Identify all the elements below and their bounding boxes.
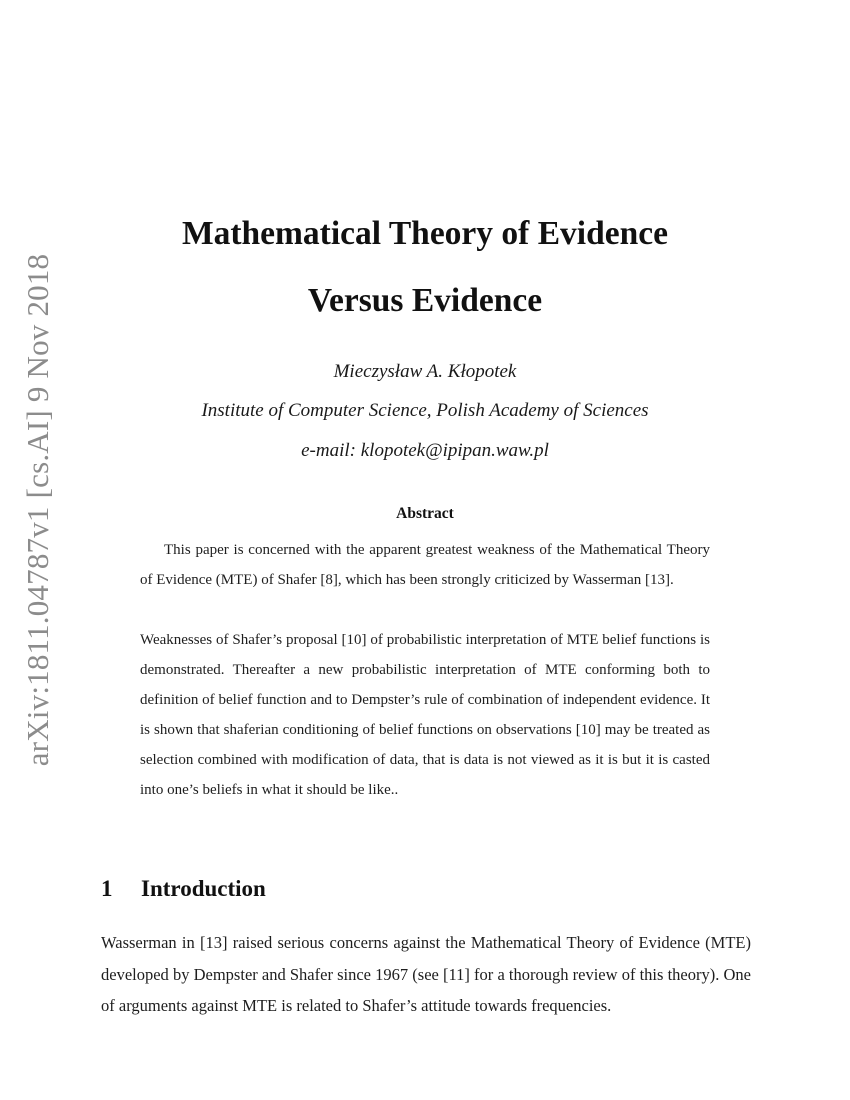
paper-title-line-2: Versus Evidence — [307, 282, 543, 319]
abstract-heading: Abstract — [396, 505, 454, 522]
author-name: Mieczysław A. Kłopotek — [333, 361, 517, 382]
author-affiliation: Institute of Computer Science, Polish Academy of Sciences — [201, 400, 649, 421]
introduction-paragraph: Wasserman in [13] raised serious concerns against the Mathematical Theory of Evidence (MTE) developed by Dempster and Shafer since 1967 (see [11] for a thorough review of this theory). One of arguments against MTE is related to Shafer’s attitude towards frequencies. — [101, 933, 751, 1015]
section-number: 1 — [101, 876, 113, 901]
abstract-paragraph-1: This paper is concerned with the apparent greatest weakness of the Mathematical Theory of Evidence (MTE) of Shafer [8], which has been strongly criticized by Wasserman [13]. — [140, 542, 710, 589]
paper-title-line-1: Mathematical Theory of Evidence — [182, 215, 668, 252]
abstract-paragraph-2: Weaknesses of Shafer’s proposal [10] of probabilistic interpretation of MTE belief functions is demonstrated. Thereafter a new probabilistic interpretation of MTE conforming both to definition of belief function and to Dempster’s rule of combination of independent evidence. It is shown that shaferian conditioning of belief functions on observations [10] may be treated as selection combined with modification of data, that is data is not viewed as it is but it is casted into one’s beliefs in what it should be like.. — [140, 632, 710, 799]
arxiv-identifier-stamp: arXiv:1811.04787v1 [cs.AI] 9 Nov 2018 — [20, 253, 55, 767]
section-title: Introduction — [141, 876, 266, 901]
author-email: e-mail: klopotek@ipipan.waw.pl — [301, 440, 549, 461]
section-heading-introduction — [101, 876, 266, 902]
